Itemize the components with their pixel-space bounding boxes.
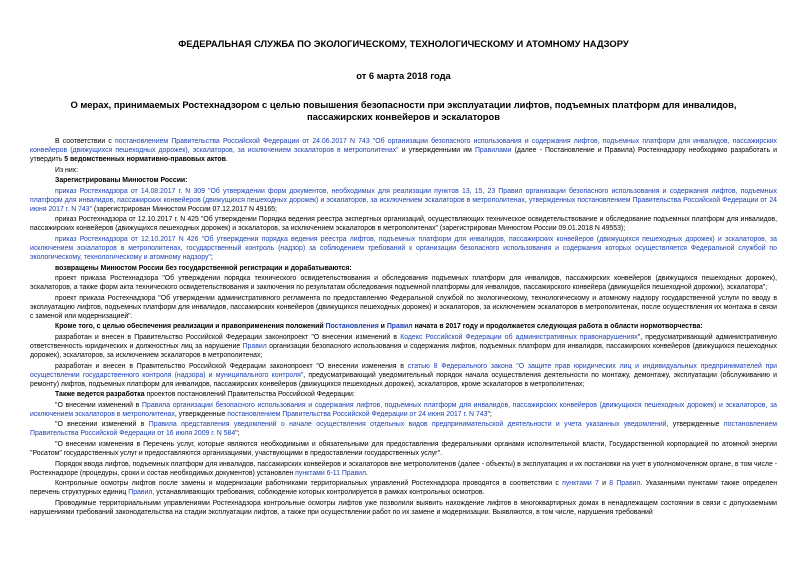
paragraph: Из них: [55,166,79,174]
link-resolution-743[interactable]: постановлением Правительства Российской Федерации от 24.06.2017 N 743 "Об организации безопасного использования и содержания лифтов, подъемных платформ для инвалидов, пассажирских конвейеров (движущихся пешеходных дорожек), эскалаторов, за исключением эскалаторов в метрополитенах" [30,138,778,155]
paragraph [30,235,777,262]
text: "; [235,430,240,438]
bold-text: Также ведется разработка [55,391,145,399]
link-resolution-743[interactable]: постановлением Правительства Российской Федерации от 24 июня 2017 г. N 743 [227,410,488,418]
text: и утвержденными им [398,147,475,155]
text: , утвержденные [174,410,228,418]
link-notification-rules[interactable]: Правила представления уведомлений о начале осуществления отдельных видов предпринимательской деятельности и учета указанных уведомлений [148,421,667,429]
link-rules[interactable]: Правил [128,489,153,497]
link-rules-points-6-11[interactable]: пунктами 6-11 Правил [295,469,366,477]
link-rules[interactable]: Правил [242,342,267,350]
link-point-7[interactable]: пунктами 7 [562,480,599,488]
link-order-426[interactable]: приказ Ростехнадзора от 12.10.2017 N 426 "Об утверждении порядка ведения реестра лифтов, подъемных платформ для инвалидов, пассажирских конвейеров (движущихся пешеходных дорожек) и эскалаторов, за исключением эскалаторов в метрополитенах, государственный контроль (надзор) за соблюдением требований к организации безопасного использования и содержания которых осуществляется Федеральной службой по экологическому, технологическому и атомному надзору" [30,235,777,262]
text: . Указанными пунктами также определен перечень структурных единиц [30,480,778,497]
section-heading: Зарегистрированы Минюстом России: [55,177,188,185]
text: , устанавливающих требования, соблюдение которых контролируется в рамках контрольных осмотров. [152,489,485,497]
link-rules[interactable]: Правилами [474,147,512,155]
paragraph [30,420,777,438]
text: и [378,323,387,331]
paragraph: приказ Ростехнадзора от 12.10.2017 г. N 425 "Об утверждении Порядка ведения реестра экспертных организаций, осуществляющих техническое освидетельствование и обследование подъемных платформ для инвалидов, пассажирских конвейеров (движущихся пешеходных дорожек) и эскалаторов, за исключением эскалаторов в метрополитенах" (зарегистрирован Минюстом России 09.01.2018 N 49553); [30,216,777,233]
text: проектов постановлений Правительства Российской Федерации: [144,391,355,399]
paragraph: Проводимые территориальными управлениями Ростехнадзора контрольные осмотры лифтов уже позволили выявить нахождение лифтов в многоквартирных домах в ненадлежащем состоянии в связи с допускаемыми нарушениями требований законодательства на стадии эксплуатации лифтов, а также при осуществлении работ по их замене и модернизации. Выявляются, в том числе, нарушения требований [30,499,777,516]
text: , утвержденные [666,421,724,429]
paragraph [30,187,777,214]
link-order-309[interactable]: приказ Ростехнадзора от 14.08.2017 г. N 309 "Об утверждении форм документов, необходимых для реализации пунктов 13, 15, 23 Правил организации безопасного использования и содержания лифтов, подъемных платформ для инвалидов, пассажирских конвейеров (движущихся пешеходных дорожек) и эскалаторов, за исключением эскалаторов в метрополитенах, утвержденных постановлением Правительства Российской Федерации от 24 июня 2017 г. N 743" [30,187,777,213]
document-title: О мерах, принимаемых Ростехнадзором с целью повышения безопасности при эксплуатации лифтов, подъемных платформ для инвалидов, пассажирских конвейеров и эскалаторов [70,99,737,122]
paragraph [30,460,777,478]
link-resolution-584[interactable]: постановлением Правительства Российской Федерации от 16 июля 2009 г. N 584 [30,421,777,438]
document-date: от 6 марта 2018 года [356,70,451,81]
text: (далее - Постановление и Правила) Ростехнадзору необходимо разработать и утвердить [30,147,777,164]
bold-text: 5 ведомственных нормативно-правовых актов [64,156,226,164]
agency-heading: ФЕДЕРАЛЬНАЯ СЛУЖБА ПО ЭКОЛОГИЧЕСКОМУ, ТЕХНОЛОГИЧЕСКОМУ И АТОМНОМУ НАДЗОРУ [178,38,629,49]
paragraph: проект приказа Ростехнадзора "Об утверждении порядка технического освидетельствования и обследования подъемных платформ для инвалидов, пассажирских конвейеров (движущихся пешеходных дорожек), эскалаторов, а также форм акта технического освидетельствования и заключения по результатам обследования подъемной платформы для инвалидов, пассажирского конвейера (движущейся пешеходной дорожки), эскалатора"; [30,275,777,292]
text: (зарегистрирован Минюстом России 07.12.2017 N 49165; [92,205,277,213]
text: . [225,156,228,164]
paragraph [30,362,777,389]
paragraph [30,401,777,419]
link-resolution[interactable]: Постановления [325,323,379,331]
text: "О внесении изменений в [55,421,149,429]
link-rules-full[interactable]: Правила организации безопасного использования и содержания лифтов, подъемных платформ для инвалидов, пассажирских конвейеров (движущихся пешеходных дорожек) и эскалаторов, за исключением эскалаторов в метрополитенах [30,401,777,418]
text: ", предусматривающий административную ответственность юридических и должностных лиц за нарушение [30,333,777,350]
paragraph [30,479,777,497]
paragraph [30,137,777,164]
section-heading: возвращены Минюстом России без государственной регистрации и дорабатываются: [55,264,352,272]
text: Порядок ввода лифтов, подъемных платформ для инвалидов, пассажирских конвейеров и эскалаторов вне метрополитенов (далее - объекты) в эксплуатацию и их постановки на учет в уполномоченном органе, в том числе - Ростехнадзоре (процедуры, сроки и состав необходимых документов) установлен [30,460,777,477]
paragraph [30,333,777,360]
text: . [366,469,368,477]
link-federal-law-article-8[interactable]: статью 8 Федерального закона "О защите прав юридических лиц и индивидуальных предпринимателей при осуществлении государственного контроля (надзора) и муниципального контроля" [30,362,777,379]
document-body [30,137,777,517]
text: "О внесении изменений в [55,401,143,409]
text: Кроме того, с целью обеспечения реализации и правоприменения положений [55,323,326,331]
text: и [598,480,610,488]
paragraph: проект приказа Ростехнадзора "Об утверждении административного регламента по предоставлению Федеральной службой по экологическому, технологическому и атомному надзору государственной услуги по вводу в эксплуатацию лифтов, подъемных платформ для инвалидов, пассажирских конвейеров (движущихся пешеходных дорожек) и эскалаторов, за исключением эскалаторов в метрополитенах, после осуществления их монтажа в связи с заменой или модернизацией". [30,294,777,320]
text: организации безопасного использования и содержания лифтов, подъемных платформ для инвалидов, пассажирских конвейеров (движущихся пешеходных дорожек), эскалаторов, за исключением эскалаторов в метрополитенах; [30,342,777,360]
paragraph: "О внесении изменения в Перечень услуг, которые являются необходимыми и обязательными для предоставления федеральными органами исполнительной власти, Государственной корпорацией по атомной энергии "Росатом" государственных услуг и предоставляются организациями, участвующими в предоставлении государственных услуг". [30,440,777,457]
text: , предусматривающий уведомительный порядок начала осуществления деятельности по монтажу, демонтажу, эксплуатации (обслуживанию и ремонту) лифтов, подъемных платформ для инвалидов, пассажирских конвейеров (движущихся пешеходных дорожек), эскалаторов, кроме эскалаторов в метрополитенах; [30,371,777,388]
link-point-8-rules[interactable]: 8 Правил [609,480,641,488]
text: разработан и внесен в Правительство Российской Федерации законопроект "О внесении изменений в [55,333,401,341]
section-heading [30,322,777,331]
text: Контрольные осмотры лифтов после замены и модернизации работниками территориальных управлений Ростехнадзора проводятся в соответствии с [55,480,563,488]
paragraph [30,390,777,399]
link-rules[interactable]: Правил [386,323,413,331]
text: "; [487,410,492,418]
text: разработан и внесен в Правительство Российской Федерации законопроект "О внесении изменения в [55,362,408,370]
text: начата в 2017 году и продолжается следующая работа в области нормотворчества: [412,323,703,331]
text: В соответствии с [55,138,116,145]
text: ; [210,254,213,262]
link-koap[interactable]: Кодекс Российской Федерации об административных правонарушениях [400,333,638,341]
